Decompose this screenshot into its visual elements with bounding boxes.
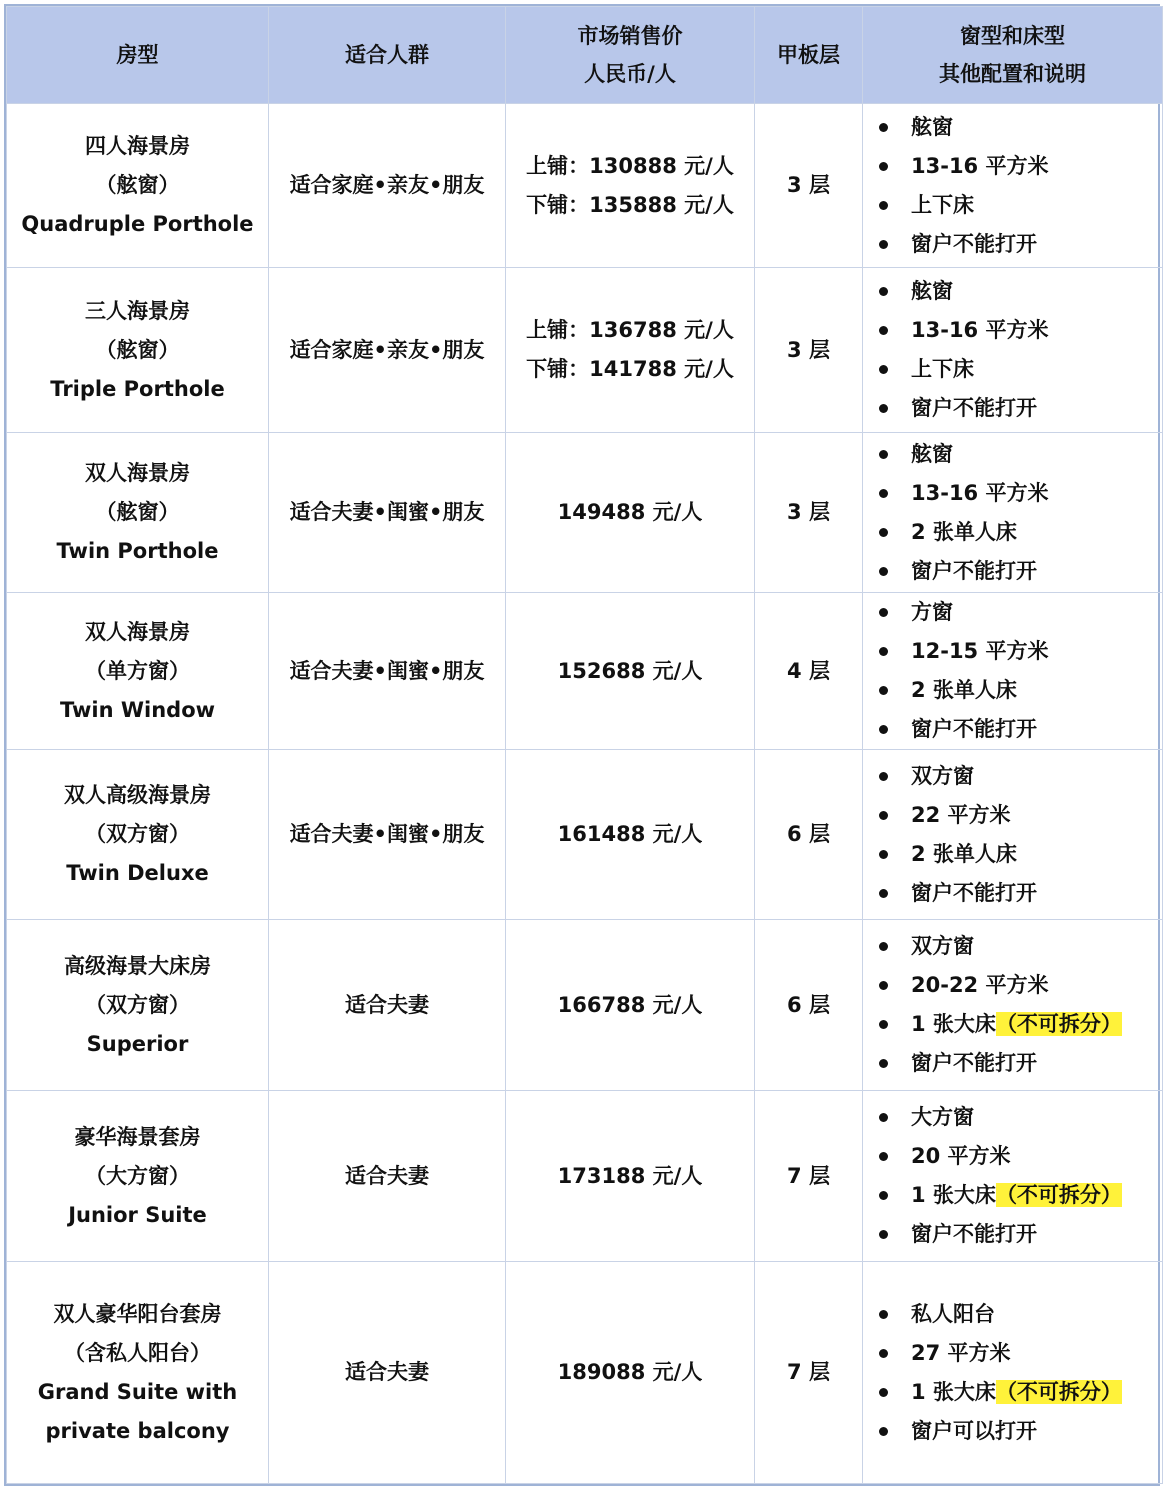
features-list bbox=[877, 272, 1162, 428]
header-features-line-2: 其他配置和说明 bbox=[939, 62, 1086, 86]
feature-item bbox=[877, 186, 1162, 225]
suitable-for-text: 适合家庭•亲友•朋友 bbox=[289, 337, 485, 362]
feature-text: 窗户不能打开 bbox=[911, 396, 1037, 420]
room-type-line: （舷窗） bbox=[95, 337, 180, 362]
suitable-for-text: 适合家庭•亲友•朋友 bbox=[289, 173, 485, 197]
feature-text: 上下床 bbox=[911, 192, 974, 217]
room-type-line: Grand Suite with bbox=[37, 1379, 238, 1404]
suitable-for-text: 适合夫妻•闺蜜•朋友 bbox=[289, 658, 485, 683]
room-type-line: （双方窗） bbox=[85, 822, 190, 846]
price-cell bbox=[506, 750, 755, 920]
features-cell bbox=[863, 104, 1163, 268]
table-row bbox=[7, 104, 1163, 268]
feature-text: 2 张单人床 bbox=[911, 841, 1017, 866]
table-row bbox=[7, 593, 1163, 750]
header-price-line-2: 人民币/人 bbox=[584, 62, 676, 86]
feature-item bbox=[877, 796, 1162, 835]
deck-cell bbox=[755, 104, 863, 268]
feature-item bbox=[877, 225, 1162, 264]
room-type-cell bbox=[7, 920, 269, 1091]
feature-text: 1 张大床 bbox=[911, 1379, 996, 1404]
header-suitable-for bbox=[269, 7, 506, 104]
room-type-line: Superior bbox=[86, 1031, 189, 1056]
feature-item bbox=[877, 147, 1162, 186]
price-cell bbox=[506, 920, 755, 1091]
feature-text: 窗户不能打开 bbox=[911, 231, 1037, 256]
features-list bbox=[877, 593, 1162, 749]
room-type-line: Quadruple Porthole bbox=[21, 212, 254, 236]
suitable-for-cell bbox=[269, 1091, 506, 1262]
suitable-for-cell bbox=[269, 268, 506, 433]
features-list bbox=[877, 1098, 1162, 1254]
table-body bbox=[7, 104, 1163, 1484]
suitable-for-text: 适合夫妻 bbox=[345, 1163, 429, 1188]
features-cell bbox=[863, 268, 1163, 433]
feature-item bbox=[877, 389, 1162, 428]
room-type-line: （双方窗） bbox=[85, 992, 190, 1017]
room-type-line: Twin Deluxe bbox=[66, 861, 209, 885]
feature-text: 窗户不能打开 bbox=[911, 1051, 1037, 1075]
feature-item bbox=[877, 927, 1162, 966]
deck-text: 7 层 bbox=[787, 1360, 830, 1384]
features-list bbox=[877, 435, 1162, 591]
feature-text: 13-16 平方米 bbox=[911, 153, 1049, 178]
room-type-cell bbox=[7, 593, 269, 750]
feature-text: 窗户可以打开 bbox=[911, 1418, 1037, 1443]
header-features bbox=[863, 7, 1163, 104]
room-type-line: 豪华海景套房 bbox=[74, 1124, 201, 1149]
feature-item bbox=[877, 1137, 1162, 1176]
feature-item bbox=[877, 1005, 1162, 1044]
price-line: 189088 元/人 bbox=[557, 1360, 703, 1384]
suitable-for-cell bbox=[269, 1262, 506, 1484]
room-type-line: 三人海景房 bbox=[85, 298, 190, 323]
header-price-line-1: 市场销售价 bbox=[577, 24, 683, 48]
features-cell bbox=[863, 1091, 1163, 1262]
price-cell bbox=[506, 104, 755, 268]
feature-text: 20 平方米 bbox=[911, 1144, 1011, 1168]
feature-item bbox=[877, 1295, 1162, 1334]
price-line: 166788 元/人 bbox=[557, 992, 703, 1017]
deck-cell bbox=[755, 268, 863, 433]
room-type-line: （大方窗） bbox=[85, 1163, 190, 1188]
header-suitable-for-label: 适合人群 bbox=[345, 43, 429, 67]
price-line: 161488 元/人 bbox=[557, 822, 703, 846]
table-row bbox=[7, 433, 1163, 593]
feature-text: 27 平方米 bbox=[911, 1340, 1011, 1365]
deck-cell bbox=[755, 920, 863, 1091]
price-line: 下铺：141788 元/人 bbox=[526, 357, 734, 381]
features-cell bbox=[863, 920, 1163, 1091]
feature-item bbox=[877, 835, 1162, 874]
feature-text: 方窗 bbox=[911, 600, 953, 624]
feature-item bbox=[877, 435, 1162, 474]
room-type-line: （舷窗） bbox=[95, 173, 180, 197]
suitable-for-cell bbox=[269, 920, 506, 1091]
deck-text: 7 层 bbox=[787, 1163, 830, 1188]
suitable-for-cell bbox=[269, 750, 506, 920]
room-type-line: 双人海景房 bbox=[85, 461, 190, 485]
suitable-for-cell bbox=[269, 433, 506, 593]
feature-text: 2 张单人床 bbox=[911, 519, 1017, 544]
deck-cell bbox=[755, 1091, 863, 1262]
feature-item bbox=[877, 108, 1162, 147]
feature-item bbox=[877, 1412, 1162, 1451]
feature-text: 上下床 bbox=[911, 357, 974, 381]
deck-text: 6 层 bbox=[787, 822, 830, 846]
suitable-for-text: 适合夫妻 bbox=[345, 1360, 429, 1384]
feature-text: 私人阳台 bbox=[911, 1301, 995, 1326]
feature-item bbox=[877, 757, 1162, 796]
room-type-line: 双人海景房 bbox=[85, 619, 190, 644]
feature-item bbox=[877, 1215, 1162, 1254]
feature-item bbox=[877, 272, 1162, 311]
feature-text: 1 张大床 bbox=[911, 1183, 996, 1207]
deck-text: 3 层 bbox=[787, 500, 830, 524]
table-header-row bbox=[7, 7, 1163, 104]
features-cell bbox=[863, 1262, 1163, 1484]
features-list bbox=[877, 757, 1162, 913]
feature-item bbox=[877, 311, 1162, 350]
price-line: 152688 元/人 bbox=[557, 658, 703, 683]
deck-cell bbox=[755, 750, 863, 920]
feature-text: 双方窗 bbox=[911, 934, 974, 958]
feature-item bbox=[877, 552, 1162, 591]
header-deck-label: 甲板层 bbox=[777, 43, 840, 67]
room-type-line: 高级海景大床房 bbox=[64, 953, 211, 978]
deck-text: 4 层 bbox=[787, 658, 830, 683]
feature-text: 舷窗 bbox=[911, 279, 953, 303]
header-deck bbox=[755, 7, 863, 104]
table-row bbox=[7, 750, 1163, 920]
feature-item bbox=[877, 1098, 1162, 1137]
features-cell bbox=[863, 750, 1163, 920]
room-type-cell bbox=[7, 1262, 269, 1484]
suitable-for-text: 适合夫妻•闺蜜•朋友 bbox=[289, 822, 485, 846]
deck-cell bbox=[755, 1262, 863, 1484]
deck-cell bbox=[755, 433, 863, 593]
feature-text: 大方窗 bbox=[911, 1105, 974, 1129]
price-line: 上铺：136788 元/人 bbox=[526, 318, 734, 342]
room-type-line: 双人豪华阳台套房 bbox=[53, 1301, 222, 1326]
price-line: 上铺：130888 元/人 bbox=[526, 153, 734, 178]
room-type-line: private balcony bbox=[45, 1418, 230, 1443]
cabin-price-table-document bbox=[4, 4, 1160, 1486]
feature-text: 13-16 平方米 bbox=[911, 480, 1049, 505]
feature-item bbox=[877, 1176, 1162, 1215]
suitable-for-text: 适合夫妻 bbox=[345, 992, 429, 1017]
suitable-for-cell bbox=[269, 104, 506, 268]
feature-text: 窗户不能打开 bbox=[911, 717, 1037, 741]
feature-item bbox=[877, 671, 1162, 710]
table-row bbox=[7, 1262, 1163, 1484]
feature-text: 舷窗 bbox=[911, 114, 953, 139]
price-line: 下铺：135888 元/人 bbox=[526, 192, 734, 217]
feature-text: 1 张大床 bbox=[911, 1012, 996, 1036]
room-type-cell bbox=[7, 433, 269, 593]
feature-item bbox=[877, 966, 1162, 1005]
feature-text: 20-22 平方米 bbox=[911, 973, 1049, 997]
feature-highlight-note: （不可拆分） bbox=[995, 1183, 1122, 1207]
room-type-line: （单方窗） bbox=[85, 658, 190, 683]
room-type-line: Triple Porthole bbox=[50, 376, 225, 401]
header-price bbox=[506, 7, 755, 104]
room-type-cell bbox=[7, 268, 269, 433]
room-type-line: Twin Porthole bbox=[56, 539, 219, 563]
feature-text: 舷窗 bbox=[911, 441, 953, 466]
feature-item bbox=[877, 350, 1162, 389]
room-type-line: （含私人阳台） bbox=[64, 1340, 211, 1365]
feature-item bbox=[877, 593, 1162, 632]
header-room-type-label: 房型 bbox=[116, 43, 159, 67]
feature-item bbox=[877, 474, 1162, 513]
room-type-line: Junior Suite bbox=[68, 1202, 207, 1227]
feature-highlight-note: （不可拆分） bbox=[995, 1379, 1122, 1404]
feature-highlight-note: （不可拆分） bbox=[995, 1012, 1122, 1036]
feature-text: 22 平方米 bbox=[911, 802, 1011, 827]
feature-item bbox=[877, 874, 1162, 913]
price-cell bbox=[506, 1091, 755, 1262]
features-list bbox=[877, 1295, 1162, 1451]
table-row bbox=[7, 268, 1163, 433]
feature-text: 窗户不能打开 bbox=[911, 880, 1037, 905]
feature-text: 2 张单人床 bbox=[911, 678, 1017, 702]
cabin-price-table bbox=[6, 6, 1163, 1484]
features-cell bbox=[863, 593, 1163, 750]
price-cell bbox=[506, 1262, 755, 1484]
feature-text: 窗户不能打开 bbox=[911, 1222, 1037, 1246]
deck-text: 3 层 bbox=[787, 173, 830, 197]
price-line: 149488 元/人 bbox=[557, 500, 703, 524]
header-room-type bbox=[7, 7, 269, 104]
room-type-line: 双人高级海景房 bbox=[64, 783, 211, 807]
deck-text: 3 层 bbox=[787, 337, 830, 362]
feature-item bbox=[877, 710, 1162, 749]
features-list bbox=[877, 108, 1162, 264]
room-type-cell bbox=[7, 104, 269, 268]
feature-text: 13-16 平方米 bbox=[911, 318, 1049, 342]
room-type-line: Twin Window bbox=[59, 697, 216, 722]
feature-text: 双方窗 bbox=[911, 763, 974, 788]
price-cell bbox=[506, 433, 755, 593]
suitable-for-cell bbox=[269, 593, 506, 750]
deck-cell bbox=[755, 593, 863, 750]
room-type-line: 四人海景房 bbox=[85, 134, 190, 158]
room-type-cell bbox=[7, 750, 269, 920]
feature-item bbox=[877, 632, 1162, 671]
suitable-for-text: 适合夫妻•闺蜜•朋友 bbox=[289, 500, 485, 524]
feature-text: 窗户不能打开 bbox=[911, 558, 1037, 583]
features-list bbox=[877, 927, 1162, 1083]
room-type-cell bbox=[7, 1091, 269, 1262]
feature-text: 12-15 平方米 bbox=[911, 639, 1049, 663]
price-line: 173188 元/人 bbox=[557, 1163, 703, 1188]
feature-item bbox=[877, 1373, 1162, 1412]
feature-item bbox=[877, 513, 1162, 552]
header-features-line-1: 窗型和床型 bbox=[960, 24, 1065, 48]
deck-text: 6 层 bbox=[787, 992, 830, 1017]
room-type-line: （舷窗） bbox=[95, 500, 180, 524]
table-row bbox=[7, 920, 1163, 1091]
features-cell bbox=[863, 433, 1163, 593]
price-cell bbox=[506, 268, 755, 433]
price-cell bbox=[506, 593, 755, 750]
feature-item bbox=[877, 1044, 1162, 1083]
feature-item bbox=[877, 1334, 1162, 1373]
table-row bbox=[7, 1091, 1163, 1262]
